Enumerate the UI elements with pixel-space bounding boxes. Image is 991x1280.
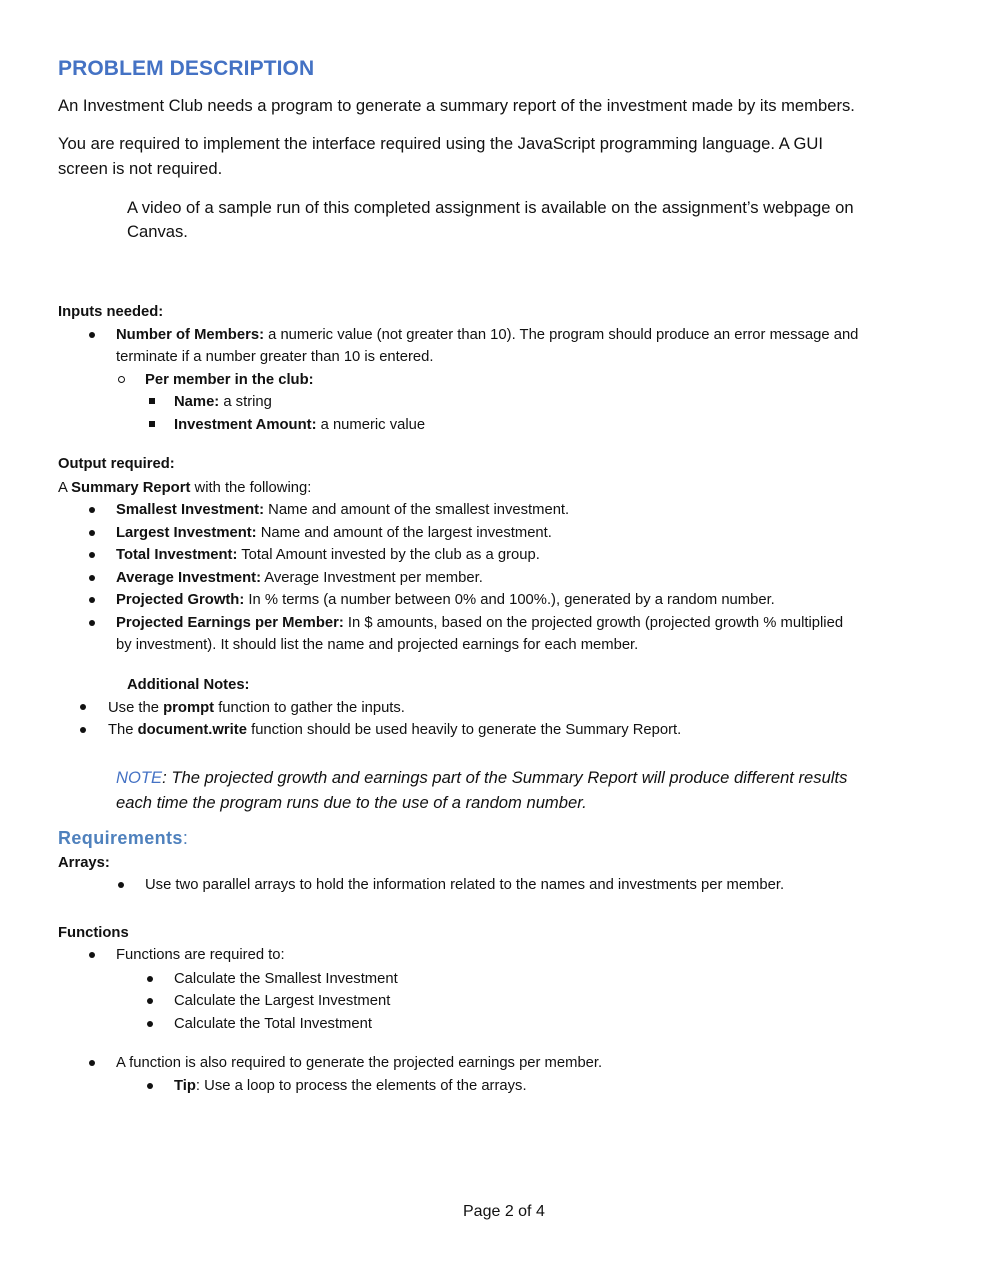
note-text: Use the [108, 700, 164, 716]
output-item-label: Projected Earnings per Member: [116, 615, 344, 631]
random-note-line1 [116, 765, 847, 790]
page-number: Page 2 of 4 [463, 1203, 545, 1220]
square-bullet-icon [149, 421, 155, 427]
random-note-line2: each time the program runs due to the use of a random number. [116, 793, 587, 812]
bullet-icon [80, 704, 86, 710]
requirements-heading [58, 828, 188, 849]
output-item-text: Name and amount of the largest investment. [256, 525, 552, 541]
bullet-icon [118, 882, 124, 888]
bullet-icon [89, 575, 95, 581]
requirement-paragraph-line2: screen is not required. [58, 159, 223, 178]
name-label: Name: [174, 394, 220, 410]
arrays-title: Arrays: [58, 855, 110, 871]
output-intro-pre: A [58, 480, 72, 496]
bullet-icon [89, 530, 95, 536]
output-item-text: Total Amount invested by the club as a group. [237, 547, 540, 563]
bullet-icon [89, 507, 95, 513]
output-item-text: In $ amounts, based on the projected growth (projected growth % multiplied [343, 615, 844, 631]
bullet-icon [89, 597, 95, 603]
bullet-icon [147, 998, 153, 1004]
note-text: The [108, 722, 138, 738]
functions-intro: Functions are required to: [116, 947, 285, 963]
bullet-icon [89, 552, 95, 558]
output-item-text: Name and amount of the smallest investment. [264, 502, 570, 518]
tip-item [174, 1075, 527, 1097]
output-intro-post: with the following: [190, 480, 312, 496]
output-item-earnings [116, 612, 843, 634]
function-smallest: Calculate the Smallest Investment [174, 971, 398, 987]
note-keyword: prompt [163, 700, 215, 716]
requirements-colon: : [182, 828, 189, 848]
bullet-icon [89, 952, 95, 958]
name-item [174, 391, 272, 413]
output-item-text: In % terms (a number between 0% and 100%.), generated by a random number. [244, 592, 775, 608]
name-text: a string [219, 394, 272, 410]
function-total: Calculate the Total Investment [174, 1016, 372, 1032]
output-item-label: Projected Growth: [116, 592, 245, 608]
output-item-text: Average Investment per member. [261, 570, 483, 586]
circle-bullet-icon [118, 376, 125, 383]
tip-text: : Use a loop to process the elements of the arrays. [195, 1078, 527, 1094]
bullet-icon [147, 1021, 153, 1027]
additional-notes-title: Additional Notes: [127, 677, 250, 693]
bullet-icon [147, 976, 153, 982]
note-label: NOTE [116, 768, 163, 787]
note-text: function to gather the inputs. [214, 700, 405, 716]
bullet-icon [147, 1083, 153, 1089]
requirement-paragraph-line1: You are required to implement the interface required using the JavaScript programming language. A GUI [58, 134, 823, 153]
output-item-label: Total Investment: [116, 547, 238, 563]
requirements-title: Requirements [58, 828, 183, 848]
arrays-item: Use two parallel arrays to hold the information related to the names and investments per member. [145, 877, 785, 893]
page-heading: PROBLEM DESCRIPTION [58, 57, 315, 80]
output-item-average [116, 567, 483, 589]
amount-text: a numeric value [316, 417, 426, 433]
output-item-smallest [116, 499, 569, 521]
summary-report-label: Summary Report [71, 480, 191, 496]
per-member-title: Per member in the club: [145, 372, 314, 388]
bullet-icon [89, 332, 95, 338]
functions-title: Functions [58, 925, 129, 941]
bullet-icon [89, 1060, 95, 1066]
note-keyword: document.write [137, 722, 247, 738]
video-note-line2: Canvas. [127, 222, 188, 241]
output-item-label: Smallest Investment: [116, 502, 265, 518]
output-item-label: Largest Investment: [116, 525, 257, 541]
members-text: a numeric value (not greater than 10). The program should produce an error message and [264, 327, 859, 343]
bullet-icon [89, 620, 95, 626]
note-text: function should be used heavily to generate the Summary Report. [246, 722, 682, 738]
members-item [116, 324, 858, 346]
members-label: Number of Members: [116, 327, 264, 343]
output-title: Output required: [58, 456, 175, 472]
intro-paragraph: An Investment Club needs a program to generate a summary report of the investment made by its members. [58, 96, 855, 115]
output-item-earnings-line2: by investment). It should list the name and projected earnings for each member. [116, 637, 639, 653]
amount-label: Investment Amount: [174, 417, 317, 433]
tip-label: Tip [174, 1078, 196, 1094]
output-item-label: Average Investment: [116, 570, 262, 586]
output-item-total [116, 544, 540, 566]
output-item-largest [116, 522, 552, 544]
note-item-document-write [108, 719, 681, 741]
note-body: : The projected growth and earnings part of the Summary Report will produce different results [162, 768, 848, 787]
output-item-growth [116, 589, 775, 611]
function-largest: Calculate the Largest Investment [174, 993, 391, 1009]
video-note-line1: A video of a sample run of this completed assignment is available on the assignment’s webpage on [127, 198, 854, 217]
bullet-icon [80, 727, 86, 733]
inputs-title: Inputs needed: [58, 304, 164, 320]
output-intro [58, 477, 311, 499]
note-item-prompt [108, 697, 405, 719]
amount-item [174, 414, 425, 436]
square-bullet-icon [149, 398, 155, 404]
members-text-line2: terminate if a number greater than 10 is entered. [116, 349, 434, 365]
earnings-function-item: A function is also required to generate the projected earnings per member. [116, 1055, 603, 1071]
